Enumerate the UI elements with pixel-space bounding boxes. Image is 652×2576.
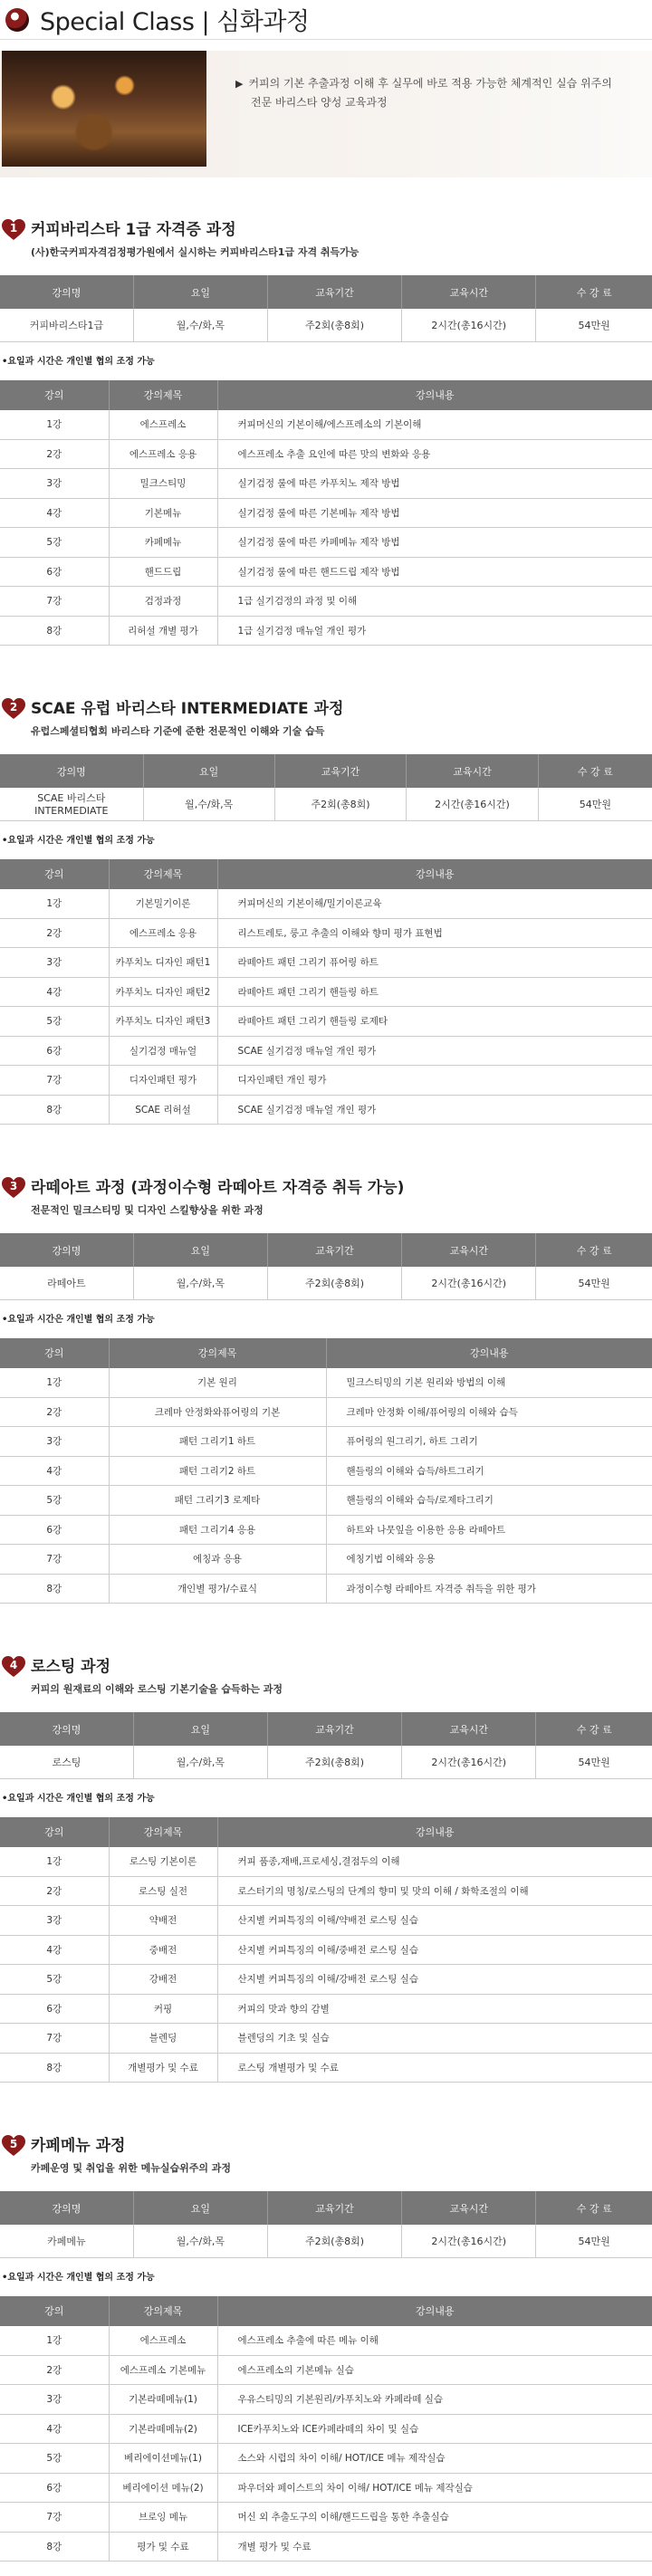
table-cell: 주2회(총8회) (267, 1267, 401, 1299)
table-row (0, 1456, 652, 1486)
table-cell: 로스팅 실전 (109, 1876, 217, 1906)
column-header: 교육시간 (402, 2191, 536, 2225)
table-row (0, 616, 652, 646)
table-header-row (0, 380, 652, 410)
table-cell: 월,수/화,목 (143, 788, 274, 820)
course-section (0, 1654, 652, 2083)
hero-banner (0, 51, 652, 177)
table-row (0, 528, 652, 558)
table-cell: 7강 (0, 2503, 109, 2533)
lecture-table (0, 2296, 652, 2562)
table-cell: 하트와 나뭇잎을 이용한 응용 라떼아트 (326, 1515, 652, 1545)
table-row (0, 1994, 652, 2024)
table-cell: 카푸치노 디자인 패턴1 (109, 948, 217, 978)
table-cell: 에스프레소 (109, 410, 217, 440)
table-cell: 월,수/화,목 (133, 2225, 267, 2257)
section-header (0, 1175, 652, 1217)
table-cell: 커피머신의 기본이해/밀기이론교육 (217, 889, 652, 919)
table-cell: 리허설 개별 평가 (109, 616, 217, 646)
table-cell: 주2회(총8회) (274, 788, 406, 820)
table-header-row (0, 2191, 652, 2225)
column-header: 수 강 료 (538, 754, 652, 788)
column-header: 요일 (133, 1233, 267, 1267)
column-header: 요일 (143, 754, 274, 788)
section-header (0, 696, 652, 738)
table-cell: 블렌딩 (109, 2024, 217, 2054)
section-title: 커피바리스타 1급 자격증 과정 (31, 221, 236, 239)
hero-line-2: 전문 바리스타 양성 교육과정 (251, 96, 388, 109)
column-header: 수 강 료 (536, 2191, 652, 2225)
table-cell: 4강 (0, 1935, 109, 1965)
table-cell: 1강 (0, 1847, 109, 1877)
column-header: 강의제목 (109, 859, 217, 889)
table-cell: 기본 원리 (109, 1368, 326, 1398)
table-cell: 1강 (0, 2326, 109, 2356)
schedule-note: •요일과 시간은 개인별 협의 조정 가능 (2, 1314, 155, 1325)
table-row (0, 1545, 652, 1575)
table-row (0, 2444, 652, 2474)
table-row (0, 2225, 652, 2257)
column-header: 강의 (0, 859, 109, 889)
course-section (0, 2133, 652, 2562)
table-cell: 2시간(총16시간) (402, 2225, 536, 2257)
table-row (0, 309, 652, 341)
course-info-table (0, 754, 652, 821)
table-cell: 패턴 그리기2 하트 (109, 1456, 326, 1486)
section-number: 1 (9, 222, 18, 235)
heart-number-icon (2, 1656, 25, 1678)
table-cell: 3강 (0, 469, 109, 499)
column-header: 강의 (0, 1338, 109, 1368)
table-cell: SCAE 실기검정 매뉴얼 개인 평가 (217, 1095, 652, 1125)
table-row (0, 1397, 652, 1427)
table-cell: SCAE 리허설 (109, 1095, 217, 1125)
section-subtitle: 전문적인 밀크스티밍 및 디자인 스킬향상을 위한 과정 (31, 1204, 264, 1216)
table-row (0, 1427, 652, 1457)
column-header: 강의 (0, 2296, 109, 2326)
table-row (0, 557, 652, 587)
table-row (0, 889, 652, 919)
column-header: 강의명 (0, 275, 133, 309)
column-header: 교육시간 (402, 275, 536, 309)
table-cell: 약배전 (109, 1906, 217, 1936)
table-cell: 블렌딩의 기초 및 실습 (217, 2024, 652, 2054)
table-cell: 5강 (0, 1007, 109, 1037)
table-cell: 기본라떼메뉴(2) (109, 2414, 217, 2444)
table-header-row (0, 1712, 652, 1746)
heart-number-icon (2, 2135, 25, 2157)
heart-number-icon (2, 1177, 25, 1199)
table-cell: 에스프레소 응용 (109, 439, 217, 469)
table-cell: 베리에이션메뉴(1) (109, 2444, 217, 2474)
table-cell: 산지별 커피특징의 이해/약배전 로스팅 실습 (217, 1906, 652, 1936)
table-header-row (0, 1338, 652, 1368)
section-title: 라떼아트 과정 (과정이수형 라떼아트 자격증 취득 가능) (31, 1179, 405, 1197)
table-row (0, 2503, 652, 2533)
table-cell: 로스팅 (0, 1746, 133, 1778)
table-row (0, 2024, 652, 2054)
section-title: 카페메뉴 과정 (31, 2137, 126, 2155)
table-cell: 퓨어링의 원그리기, 하트 그리기 (326, 1427, 652, 1457)
table-row (0, 1007, 652, 1037)
table-header-row (0, 2296, 652, 2326)
table-row (0, 1876, 652, 1906)
column-header: 강의명 (0, 754, 143, 788)
table-cell: 5강 (0, 1965, 109, 1995)
table-cell: 4강 (0, 1456, 109, 1486)
table-cell: 4강 (0, 977, 109, 1007)
column-header: 강의 (0, 380, 109, 410)
table-cell: 패턴 그리기1 하트 (109, 1427, 326, 1457)
course-info-table (0, 275, 652, 342)
table-cell: 과정이수형 라떼아트 자격증 취득을 위한 평가 (326, 1574, 652, 1604)
table-cell: 밀크스티밍의 기본 원리와 방법의 이해 (326, 1368, 652, 1398)
table-cell: 7강 (0, 2024, 109, 2054)
table-row (0, 2355, 652, 2385)
table-cell: 3강 (0, 1427, 109, 1457)
column-header: 교육시간 (402, 1233, 536, 1267)
table-row (0, 2473, 652, 2503)
table-cell: 에스프레소 응용 (109, 918, 217, 948)
course-info-table (0, 1233, 652, 1300)
course-info-table (0, 1712, 652, 1779)
table-cell: 주2회(총8회) (267, 2225, 401, 2257)
table-cell: 5강 (0, 528, 109, 558)
lecture-table (0, 1338, 652, 1604)
table-cell: 2시간(총16시간) (402, 1267, 536, 1299)
column-header: 교육시간 (402, 1712, 536, 1746)
table-cell: 3강 (0, 948, 109, 978)
table-row (0, 587, 652, 617)
table-cell: 개별평가 및 수료 (109, 2053, 217, 2083)
table-row (0, 1746, 652, 1778)
table-row (0, 1515, 652, 1545)
table-cell: 우유스티밍의 기본원리/카푸치노와 카페라떼 실습 (217, 2385, 652, 2415)
table-cell: ICE카푸치노와 ICE카페라떼의 차이 및 실습 (217, 2414, 652, 2444)
section-subtitle: 유럽스페셜티협회 바리스타 기준에 준한 전문적인 이해와 기술 습득 (31, 725, 325, 737)
table-header-row (0, 859, 652, 889)
table-cell: 월,수/화,목 (133, 1746, 267, 1778)
table-row (0, 1574, 652, 1604)
table-cell: 소스와 시럽의 차이 이해/ HOT/ICE 메뉴 제작실습 (217, 2444, 652, 2474)
table-cell: 라떼아트 (0, 1267, 133, 1299)
table-row (0, 2326, 652, 2356)
table-cell: 실기검정 룰에 따른 기본메뉴 제작 방법 (217, 498, 652, 528)
table-cell: 라떼아트 패턴 그리기 핸들링 로제타 (217, 1007, 652, 1037)
schedule-note: •요일과 시간은 개인별 협의 조정 가능 (2, 356, 155, 367)
table-cell: 기본라떼메뉴(1) (109, 2385, 217, 2415)
table-cell: 2강 (0, 1397, 109, 1427)
table-row (0, 1267, 652, 1299)
section-title: SCAE 유럽 바리스타 INTERMEDIATE 과정 (31, 700, 344, 718)
course-section (0, 217, 652, 646)
column-header: 교육기간 (267, 2191, 401, 2225)
table-cell: 2시간(총16시간) (402, 309, 536, 341)
table-row (0, 948, 652, 978)
table-cell: 2강 (0, 439, 109, 469)
column-header: 강의제목 (109, 380, 217, 410)
table-cell: 리스트레토, 룽고 추출의 이해와 향미 평가 표현법 (217, 918, 652, 948)
table-cell: 6강 (0, 1994, 109, 2024)
table-cell: 실기검정 룰에 따른 카페메뉴 제작 방법 (217, 528, 652, 558)
column-header: 강의내용 (217, 380, 652, 410)
column-header: 교육기간 (267, 1233, 401, 1267)
table-cell: 브로잉 메뉴 (109, 2503, 217, 2533)
table-cell: 개인별 평가/수료식 (109, 1574, 326, 1604)
section-header (0, 217, 652, 259)
table-cell: 카푸치노 디자인 패턴2 (109, 977, 217, 1007)
table-cell: 디자인패턴 평가 (109, 1066, 217, 1096)
table-cell: 평가 및 수료 (109, 2532, 217, 2562)
hero-text (206, 51, 612, 177)
table-cell: 실기검정 룰에 따른 핸드드립 제작 방법 (217, 557, 652, 587)
table-cell: 에스프레소의 기본메뉴 실습 (217, 2355, 652, 2385)
table-cell: 2시간(총16시간) (402, 1746, 536, 1778)
section-number: 4 (9, 1659, 18, 1671)
table-cell: 에칭과 응용 (109, 1545, 326, 1575)
heart-number-icon (2, 698, 25, 720)
table-cell: 산지별 커피특징의 이해/강배전 로스팅 실습 (217, 1965, 652, 1995)
section-header (0, 2133, 652, 2175)
table-row (0, 918, 652, 948)
table-cell: 중배전 (109, 1935, 217, 1965)
table-row (0, 1847, 652, 1877)
table-cell: 8강 (0, 2053, 109, 2083)
table-cell: 54만원 (538, 788, 652, 820)
section-title: 로스팅 과정 (31, 1658, 111, 1676)
heart-number-icon (2, 219, 25, 241)
page-header (0, 0, 652, 40)
table-header-row (0, 1817, 652, 1847)
table-cell: 크레마 안정화와퓨어링의 기본 (109, 1397, 326, 1427)
table-cell: 개별 평가 및 수료 (217, 2532, 652, 2562)
table-cell: 커피 품종,재배,프로세싱,결점두의 이해 (217, 1847, 652, 1877)
table-row (0, 788, 652, 820)
table-cell: 1강 (0, 1368, 109, 1398)
table-cell: 로스터기의 명칭/로스팅의 단계의 향미 및 맛의 이해 / 화학조절의 이해 (217, 1876, 652, 1906)
table-cell: 8강 (0, 1574, 109, 1604)
course-section (0, 1175, 652, 1604)
table-cell: 산지별 커피특징의 이해/중배전 로스팅 실습 (217, 1935, 652, 1965)
table-row (0, 2385, 652, 2415)
table-cell: 기본밀기이론 (109, 889, 217, 919)
column-header: 강의제목 (109, 2296, 217, 2326)
table-cell: 54만원 (536, 2225, 652, 2257)
table-cell: 1강 (0, 889, 109, 919)
hero-line-1: 커피의 기본 추출과정 이해 후 실무에 바로 적용 가능한 체계적인 실습 위주의 (248, 77, 612, 90)
section-number: 2 (9, 701, 18, 713)
table-cell: 라떼아트 패턴 그리기 핸들링 하트 (217, 977, 652, 1007)
table-row (0, 1066, 652, 1096)
table-cell: 에칭기법 이해와 응용 (326, 1545, 652, 1575)
arrow-right-icon: ▶ (235, 78, 244, 90)
section-number: 3 (9, 1180, 18, 1192)
table-cell: 1급 실기검정 매뉴얼 개인 평가 (217, 616, 652, 646)
column-header: 강의제목 (109, 1338, 326, 1368)
table-cell: 에스프레소 기본메뉴 (109, 2355, 217, 2385)
schedule-note: •요일과 시간은 개인별 협의 조정 가능 (2, 835, 155, 846)
table-cell: 패턴 그리기3 로제타 (109, 1486, 326, 1516)
table-cell: 3강 (0, 1906, 109, 1936)
table-cell: 밀크스티밍 (109, 469, 217, 499)
column-header: 강의 (0, 1817, 109, 1847)
table-cell: 5강 (0, 1486, 109, 1516)
table-cell: 라떼아트 패턴 그리기 퓨어링 하트 (217, 948, 652, 978)
table-header-row (0, 275, 652, 309)
table-cell: SCAE 바리스타 INTERMEDIATE (0, 788, 143, 820)
table-cell: 크레마 안정화 이해/퓨어링의 이해와 습득 (326, 1397, 652, 1427)
table-cell: 파우더와 페이스트의 차이 이해/ HOT/ICE 메뉴 제작실습 (217, 2473, 652, 2503)
table-cell: 8강 (0, 1095, 109, 1125)
table-cell: 머신 외 추출도구의 이해/핸드드립을 통한 추출실습 (217, 2503, 652, 2533)
table-row (0, 1935, 652, 1965)
table-cell: 실기검정 매뉴얼 (109, 1036, 217, 1066)
section-subtitle: (사)한국커피자격검정평가원에서 실시하는 커피바리스타1급 자격 취득가능 (31, 246, 360, 258)
table-row (0, 2414, 652, 2444)
table-cell: 7강 (0, 587, 109, 617)
table-row (0, 1036, 652, 1066)
table-cell: 월,수/화,목 (133, 1267, 267, 1299)
schedule-note: •요일과 시간은 개인별 협의 조정 가능 (2, 1793, 155, 1804)
column-header: 강의명 (0, 2191, 133, 2225)
table-row (0, 1965, 652, 1995)
table-cell: 월,수/화,목 (133, 309, 267, 341)
column-header: 요일 (133, 1712, 267, 1746)
table-cell: 카페메뉴 (109, 528, 217, 558)
table-cell: 커피머신의 기본이해/에스프레소의 기본이해 (217, 410, 652, 440)
table-cell: 6강 (0, 1515, 109, 1545)
table-cell: 베리에이션 메뉴(2) (109, 2473, 217, 2503)
section-subtitle: 커피의 원재료의 이해와 로스팅 기본기술을 습득하는 과정 (31, 1683, 283, 1695)
table-cell: 기본메뉴 (109, 498, 217, 528)
course-info-table (0, 2191, 652, 2258)
table-cell: 5강 (0, 2444, 109, 2474)
table-cell: 커피바리스타1급 (0, 309, 133, 341)
table-cell: 검정과정 (109, 587, 217, 617)
schedule-note: •요일과 시간은 개인별 협의 조정 가능 (2, 2272, 155, 2283)
table-cell: 주2회(총8회) (267, 1746, 401, 1778)
table-cell: 에스프레소 추출 요인에 따른 맛의 변화와 응용 (217, 439, 652, 469)
column-header: 강의명 (0, 1712, 133, 1746)
column-header: 교육시간 (407, 754, 538, 788)
table-cell: 핸들링의 이해와 습득/하트그리기 (326, 1456, 652, 1486)
table-cell: 핸들링의 이해와 습득/로제타그리기 (326, 1486, 652, 1516)
table-row (0, 2532, 652, 2562)
table-cell: 54만원 (536, 1746, 652, 1778)
table-cell: 카푸치노 디자인 패턴3 (109, 1007, 217, 1037)
table-row (0, 469, 652, 499)
table-row (0, 2053, 652, 2083)
table-cell: 6강 (0, 557, 109, 587)
table-cell: 1강 (0, 410, 109, 440)
table-cell: 1급 실기검정의 과정 및 이해 (217, 587, 652, 617)
table-cell: 로스팅 기본이론 (109, 1847, 217, 1877)
table-row (0, 1095, 652, 1125)
table-cell: SCAE 실기검정 매뉴얼 개인 평가 (217, 1036, 652, 1066)
table-cell: 에스프레소 (109, 2326, 217, 2356)
lecture-table (0, 380, 652, 646)
section-subtitle: 카페운영 및 취업을 위한 메뉴실습위주의 과정 (31, 2162, 232, 2174)
table-cell: 강배전 (109, 1965, 217, 1995)
table-cell: 주2회(총8회) (267, 309, 401, 341)
table-cell: 2시간(총16시간) (407, 788, 538, 820)
table-cell: 커피의 맛과 향의 감별 (217, 1994, 652, 2024)
table-row (0, 410, 652, 440)
table-cell: 7강 (0, 1066, 109, 1096)
table-row (0, 1906, 652, 1936)
table-cell: 4강 (0, 2414, 109, 2444)
lecture-table (0, 859, 652, 1125)
logo-icon (5, 8, 29, 32)
table-header-row (0, 754, 652, 788)
section-header (0, 1654, 652, 1696)
table-cell: 7강 (0, 1545, 109, 1575)
section-number: 5 (9, 2138, 18, 2150)
column-header: 강의내용 (217, 1817, 652, 1847)
table-cell: 커핑 (109, 1994, 217, 2024)
column-header: 교육기간 (274, 754, 406, 788)
table-cell: 8강 (0, 2532, 109, 2562)
table-cell: 4강 (0, 498, 109, 528)
column-header: 수 강 료 (536, 275, 652, 309)
column-header: 교육기간 (267, 1712, 401, 1746)
column-header: 강의내용 (217, 2296, 652, 2326)
lecture-table (0, 1817, 652, 2083)
table-cell: 2강 (0, 918, 109, 948)
column-header: 강의내용 (217, 859, 652, 889)
column-header: 교육기간 (267, 275, 401, 309)
table-row (0, 498, 652, 528)
table-cell: 8강 (0, 616, 109, 646)
column-header: 강의명 (0, 1233, 133, 1267)
column-header: 요일 (133, 275, 267, 309)
column-header: 강의제목 (109, 1817, 217, 1847)
table-cell: 에스프레소 추출에 따른 메뉴 이해 (217, 2326, 652, 2356)
table-cell: 실기검정 룰에 따른 카푸치노 제작 방법 (217, 469, 652, 499)
column-header: 수 강 료 (536, 1712, 652, 1746)
table-header-row (0, 1233, 652, 1267)
table-row (0, 977, 652, 1007)
table-cell: 3강 (0, 2385, 109, 2415)
column-header: 요일 (133, 2191, 267, 2225)
table-cell: 로스팅 개별평가 및 수료 (217, 2053, 652, 2083)
table-cell: 54만원 (536, 309, 652, 341)
table-cell: 6강 (0, 1036, 109, 1066)
table-cell: 6강 (0, 2473, 109, 2503)
course-section (0, 696, 652, 1125)
table-cell: 2강 (0, 2355, 109, 2385)
espresso-machine-image (2, 51, 206, 167)
table-cell: 54만원 (536, 1267, 652, 1299)
table-row (0, 1486, 652, 1516)
column-header: 강의내용 (326, 1338, 652, 1368)
table-row (0, 439, 652, 469)
page-title: Special Class | 심화과정 (40, 8, 310, 36)
table-row (0, 1368, 652, 1398)
table-cell: 핸드드립 (109, 557, 217, 587)
column-header: 수 강 료 (536, 1233, 652, 1267)
table-cell: 2강 (0, 1876, 109, 1906)
table-cell: 디자인패턴 개인 평가 (217, 1066, 652, 1096)
table-cell: 패턴 그리기4 응용 (109, 1515, 326, 1545)
table-cell: 카페메뉴 (0, 2225, 133, 2257)
